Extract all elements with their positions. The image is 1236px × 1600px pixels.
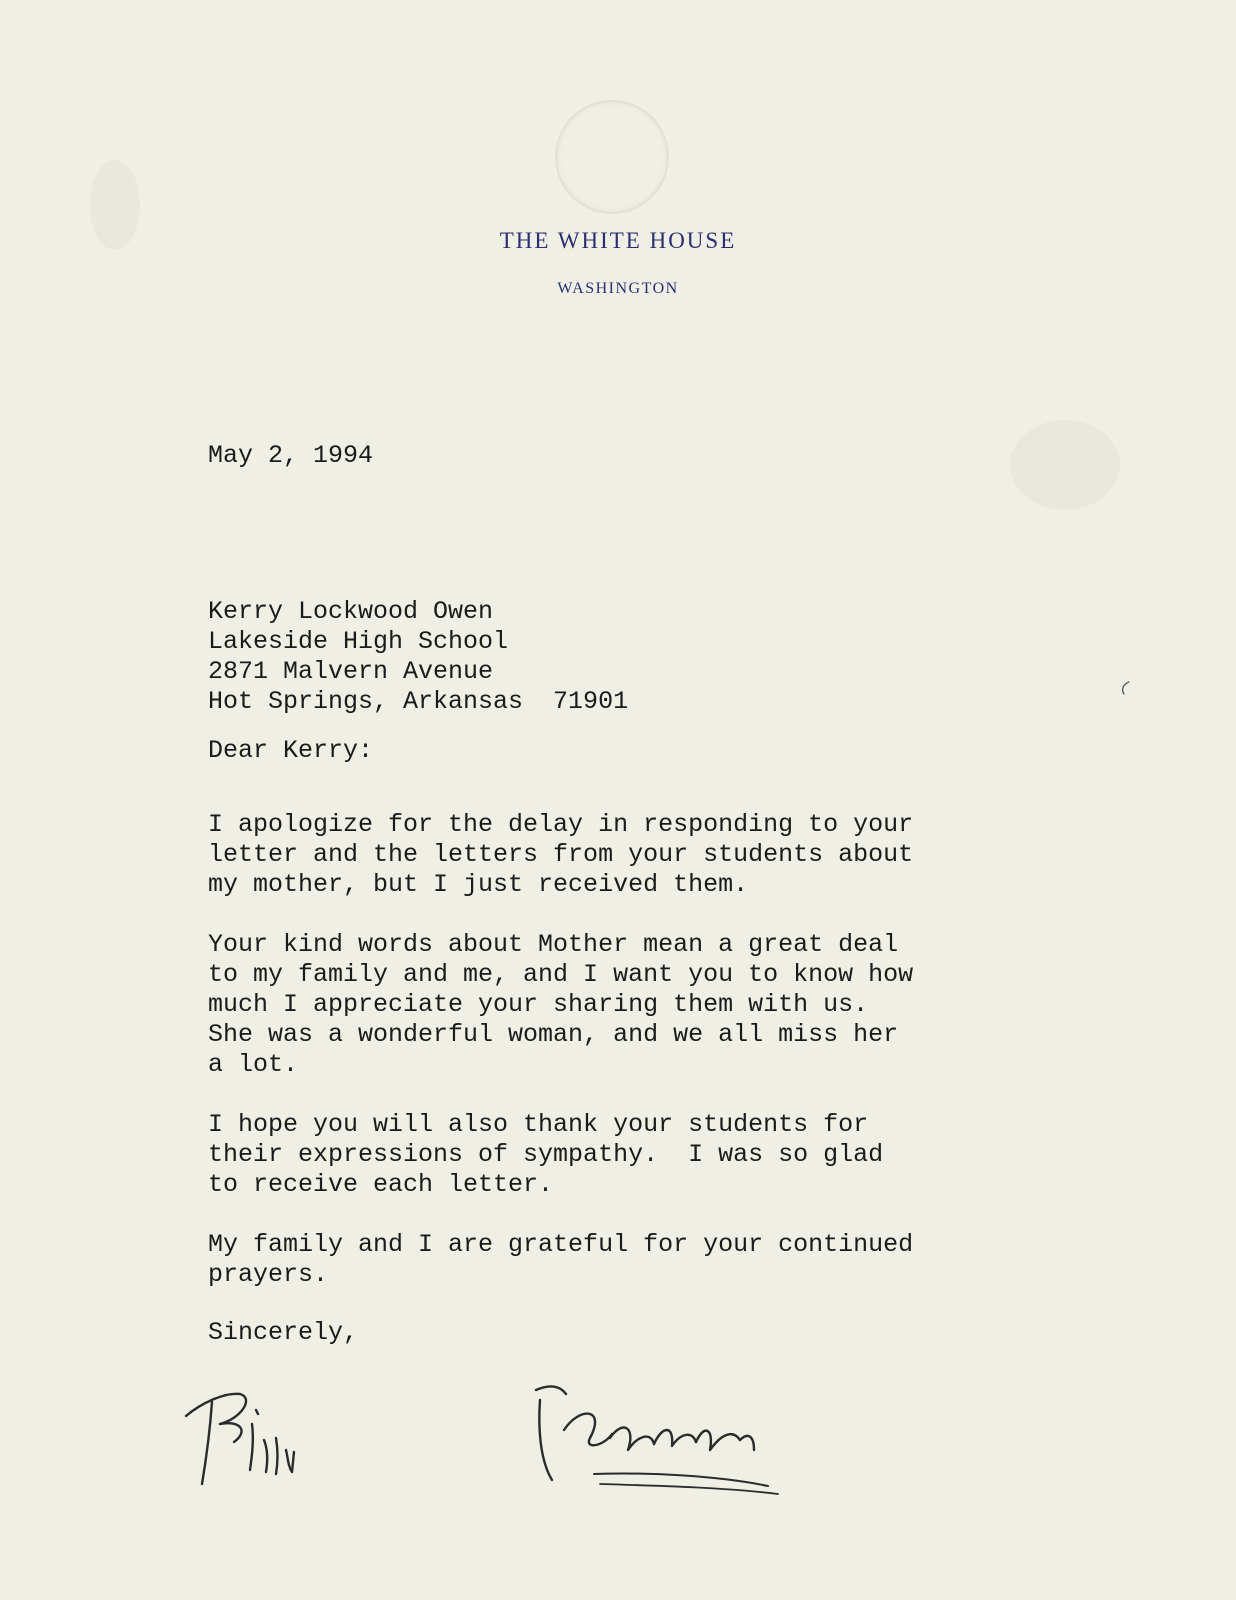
handwritten-signature [180,1380,820,1520]
letter-date: May 2, 1994 [208,441,374,470]
embossed-seal-icon [555,100,669,214]
body-paragraph: I apologize for the delay in responding to your letter and the letters from your students about my mother, but I just received them. [208,810,914,899]
salutation: Dear Kerry: [208,736,374,765]
recipient-organization: Lakeside High School [208,627,509,656]
closing: Sincerely, [208,1318,359,1347]
letterhead-subtitle: WASHINGTON [557,280,679,297]
recipient-address [208,597,1108,717]
pencil-mark [1118,680,1132,696]
body-paragraph: Your kind words about Mother mean a great deal to my family and me, and I want you to know how much I appreciate your sharing them with us. She was a wonderful woman, and we all miss her a lot. [208,930,914,1079]
body-paragraph: I hope you will also thank your students for their expressions of sympathy. I was so glad to receive each letter. [208,1110,884,1199]
recipient-name: Kerry Lockwood Owen [208,597,494,626]
letterhead-title: THE WHITE HOUSE [499,228,737,253]
body-paragraph: My family and I are grateful for your continued prayers. [208,1230,914,1289]
recipient-street: 2871 Malvern Avenue [208,657,494,686]
recipient-city-state-zip: Hot Springs, Arkansas 71901 [208,687,629,716]
